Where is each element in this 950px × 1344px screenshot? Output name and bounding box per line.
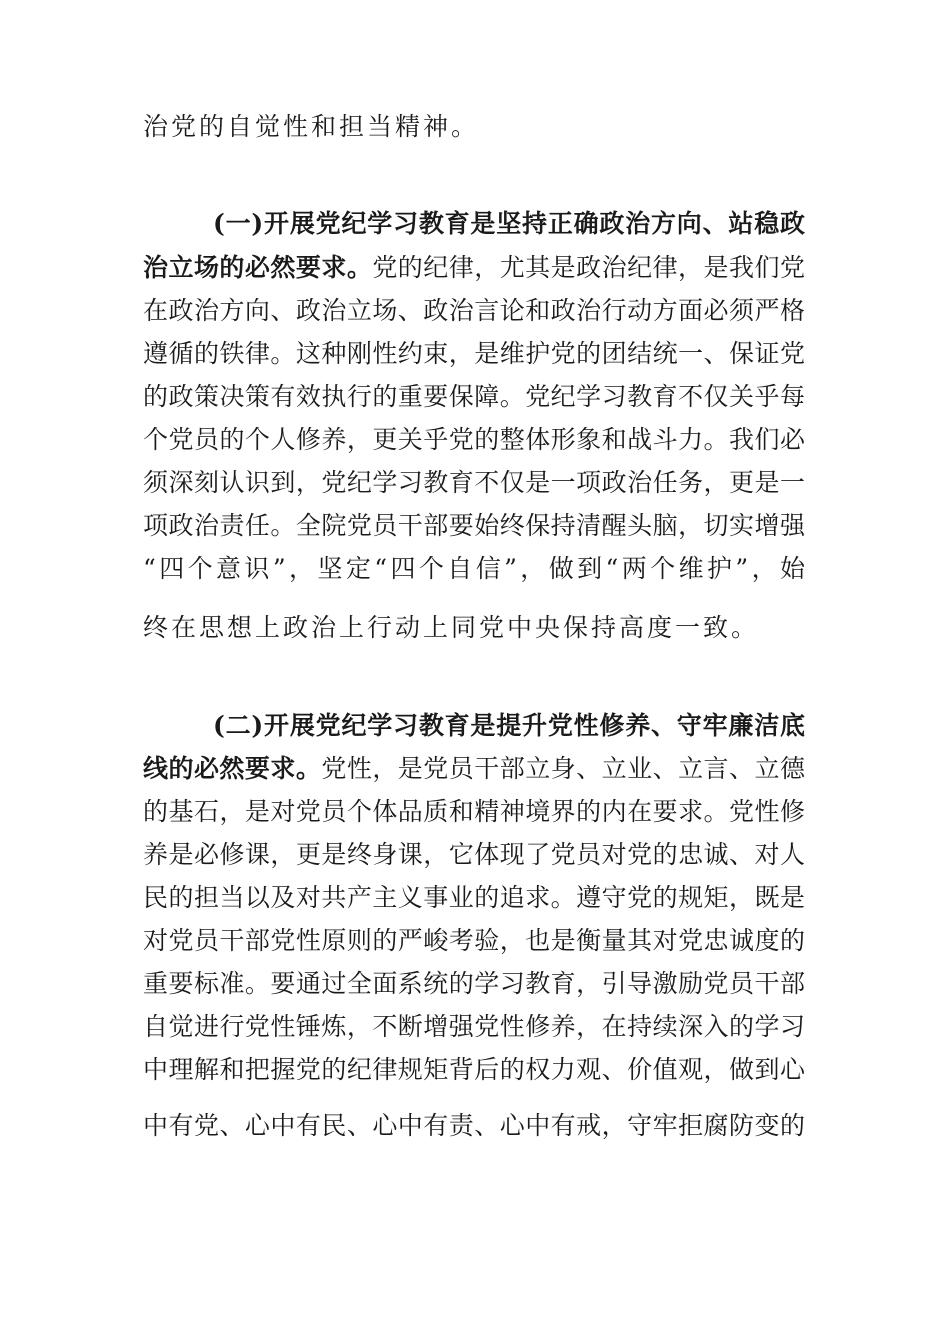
section-heading-text: 治立场的必然要求。 [143,253,373,282]
paragraph-line [143,612,805,644]
section-heading-line [213,710,805,742]
paragraph-line [143,839,805,871]
paragraph-line [143,882,805,914]
paragraph-line [143,796,805,828]
line-text: 自觉进行党性锤炼，不断增强党性修养，在持续深入的学习 [143,1012,805,1041]
paragraph-line [143,1110,805,1142]
line-text: 遵循的铁律。这种刚性约束，是维护党的团结统一、保证党 [143,339,805,368]
line-text: 党性，是党员干部立身、立业、立言、立德 [321,754,805,783]
line-text: 中有党、心中有民、心中有责、心中有戒，守牢拒腐防变的 [143,1111,805,1140]
section-heading-text: (一)开展党纪学习教育是坚持正确政治方向、站稳政 [213,209,805,238]
paragraph-line [143,553,805,585]
paragraph-line [143,252,805,284]
section-heading-text: (二)开展党纪学习教育是提升党性修养、守牢廉洁底 [213,711,805,740]
paragraph-line [143,295,805,327]
paragraph-line [143,338,805,370]
section-heading-text: 线的必然要求。 [143,754,322,783]
paragraph-line [143,111,805,143]
line-text: 终在思想上政治上行动上同党中央保持高度一致。 [143,613,760,642]
paragraph-line [143,467,805,499]
paragraph-line [143,968,805,1000]
paragraph-line [143,1011,805,1043]
line-text: 党的纪律，尤其是政治纪律，是我们党 [372,253,805,282]
paragraph-line [143,424,805,456]
line-text: 项政治责任。全院党员干部要始终保持清醒头脑，切实增强 [143,511,805,540]
section-heading-line [213,208,805,240]
line-text: 在政治方向、政治立场、政治言论和政治行动方面必须严格 [143,296,805,325]
line-text: 重要标准。要通过全面系统的学习教育，引导激励党员干部 [143,969,805,998]
line-text: 的政策决策有效执行的重要保障。党纪学习教育不仅关乎每 [143,382,805,411]
line-text: 中理解和把握党的纪律规矩背后的权力观、价值观，做到心 [143,1055,805,1084]
line-text: 民的担当以及对共产主义事业的追求。遵守党的规矩，既是 [143,883,805,912]
line-text: 养是必修课，更是终身课，它体现了党员对党的忠诚、对人 [143,840,805,869]
line-text: 的基石，是对党员个体品质和精神境界的内在要求。党性修 [143,797,805,826]
paragraph-line [143,1054,805,1086]
line-text: 个党员的个人修养，更关乎党的整体形象和战斗力。我们必 [143,425,805,454]
paragraph-line [143,925,805,957]
paragraph-line [143,753,805,785]
line-text: 须深刻认识到，党纪学习教育不仅是一项政治任务，更是一 [143,468,805,497]
paragraph-line [143,381,805,413]
line-text: “四个意识”，坚定“四个自信”，做到“两个维护”，始 [143,554,805,583]
line-text: 对党员干部党性原则的严峻考验，也是衡量其对党忠诚度的 [143,926,805,955]
line-text: 治党的自觉性和担当精神。 [143,112,480,141]
paragraph-line [143,510,805,542]
